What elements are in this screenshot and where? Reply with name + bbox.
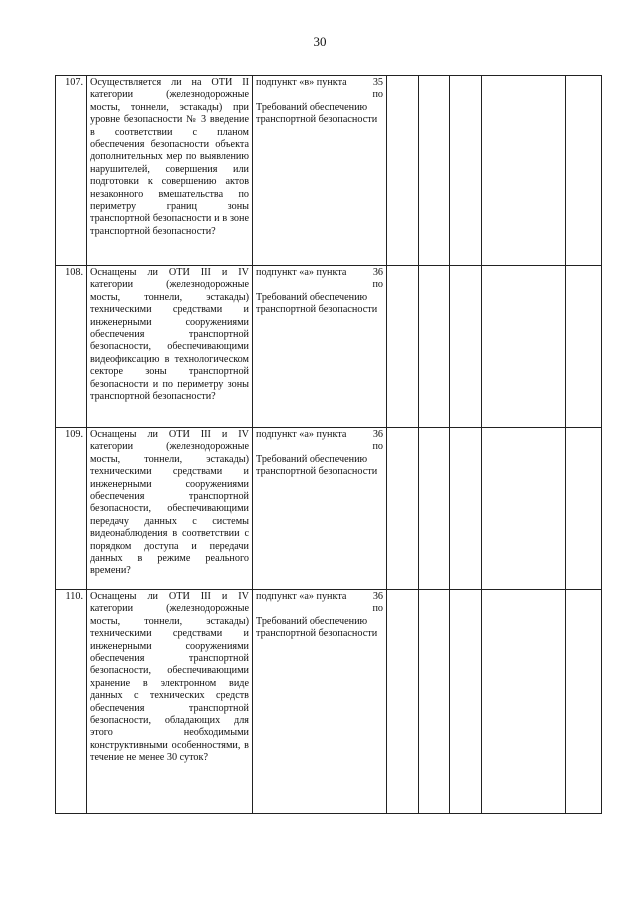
answer-cell-yes	[387, 590, 419, 814]
extra-cell	[566, 428, 602, 590]
table-row	[56, 266, 602, 428]
extra-cell	[566, 266, 602, 428]
reference-document: Требований обеспечению транспортной безопасности	[256, 101, 378, 126]
answer-cell-na	[450, 76, 482, 266]
answer-cell-no	[419, 266, 450, 428]
reference-clause-number: 35	[372, 77, 383, 88]
reference-document: Требований обеспечению транспортной безопасности	[256, 615, 378, 640]
reference-prefix: подпункт «в» пункта	[256, 77, 347, 88]
reference-prefix: подпункт «а» пункта	[256, 267, 347, 278]
checklist-table	[55, 75, 602, 814]
table-row	[56, 590, 602, 814]
notes-cell	[482, 266, 566, 428]
notes-cell	[482, 590, 566, 814]
extra-cell	[566, 590, 602, 814]
legal-reference	[253, 76, 387, 266]
answer-cell-yes	[387, 76, 419, 266]
reference-clause-number: 36	[372, 591, 383, 602]
answer-cell-na	[450, 266, 482, 428]
legal-reference	[253, 428, 387, 590]
row-number: 107.	[56, 76, 87, 266]
reference-by: по	[372, 441, 383, 453]
row-number: 108.	[56, 266, 87, 428]
legal-reference	[253, 590, 387, 814]
notes-cell	[482, 76, 566, 266]
extra-cell	[566, 76, 602, 266]
answer-cell-na	[450, 428, 482, 590]
reference-prefix: подпункт «а» пункта	[256, 429, 347, 440]
table-row	[56, 428, 602, 590]
reference-clause-number: 36	[372, 429, 383, 440]
page-number: 30	[313, 34, 327, 49]
requirement-question: Оснащены ли ОТИ III и IV категории (железнодорожные мосты, тоннели, эстакады) техническими средствами и инженерными сооружениями обеспечения транспортной безопасности, обеспечивающими видеофиксацию в технологическом секторе зоны транспортной безопасности и по периметру зоны транспортной безопасности?	[87, 266, 253, 428]
answer-cell-no	[419, 428, 450, 590]
answer-cell-no	[419, 590, 450, 814]
reference-document: Требований обеспечению транспортной безопасности	[256, 291, 378, 316]
reference-by: по	[372, 279, 383, 291]
answer-cell-na	[450, 590, 482, 814]
reference-prefix: подпункт «а» пункта	[256, 591, 347, 602]
notes-cell	[482, 428, 566, 590]
legal-reference	[253, 266, 387, 428]
answer-cell-no	[419, 76, 450, 266]
reference-clause-number: 36	[372, 267, 383, 278]
answer-cell-yes	[387, 428, 419, 590]
reference-by: по	[372, 89, 383, 101]
row-number: 110.	[56, 590, 87, 814]
reference-by: по	[372, 603, 383, 615]
requirement-question: Осуществляется ли на ОТИ II категории (железнодорожные мосты, тоннели, эстакады) при уровне безопасности № 3 введение в соответствии с планом обеспечения безопасности объекта дополнительных мер по выявлению нарушителей, совершения или подготовки к совершению актов незаконного вмешательства по периметру границ зоны транспортной безопасности и в зоне транспортной безопасности?	[87, 76, 253, 266]
requirement-question: Оснащены ли ОТИ III и IV категории (железнодорожные мосты, тоннели, эстакады) техническими средствами и инженерными сооружениями обеспечения транспортной безопасности, обеспечивающими передачу данных с системы видеонаблюдения в соответствии с порядком доступа и передачи данных в режиме реального времени?	[87, 428, 253, 590]
requirement-question: Оснащены ли ОТИ III и IV категории (железнодорожные мосты, тоннели, эстакады) техническими средствами и инженерными сооружениями обеспечения транспортной безопасности, обеспечивающими хранение в электронном виде данных с технических средств обеспечения транспортной безопасности, обладающих для этого необходимыми конструктивными особенностями, в течение не менее 30 суток?	[87, 590, 253, 814]
row-number: 109.	[56, 428, 87, 590]
checklist-rows	[56, 76, 602, 814]
answer-cell-yes	[387, 266, 419, 428]
reference-document: Требований обеспечению транспортной безопасности	[256, 453, 378, 478]
table-row	[56, 76, 602, 266]
